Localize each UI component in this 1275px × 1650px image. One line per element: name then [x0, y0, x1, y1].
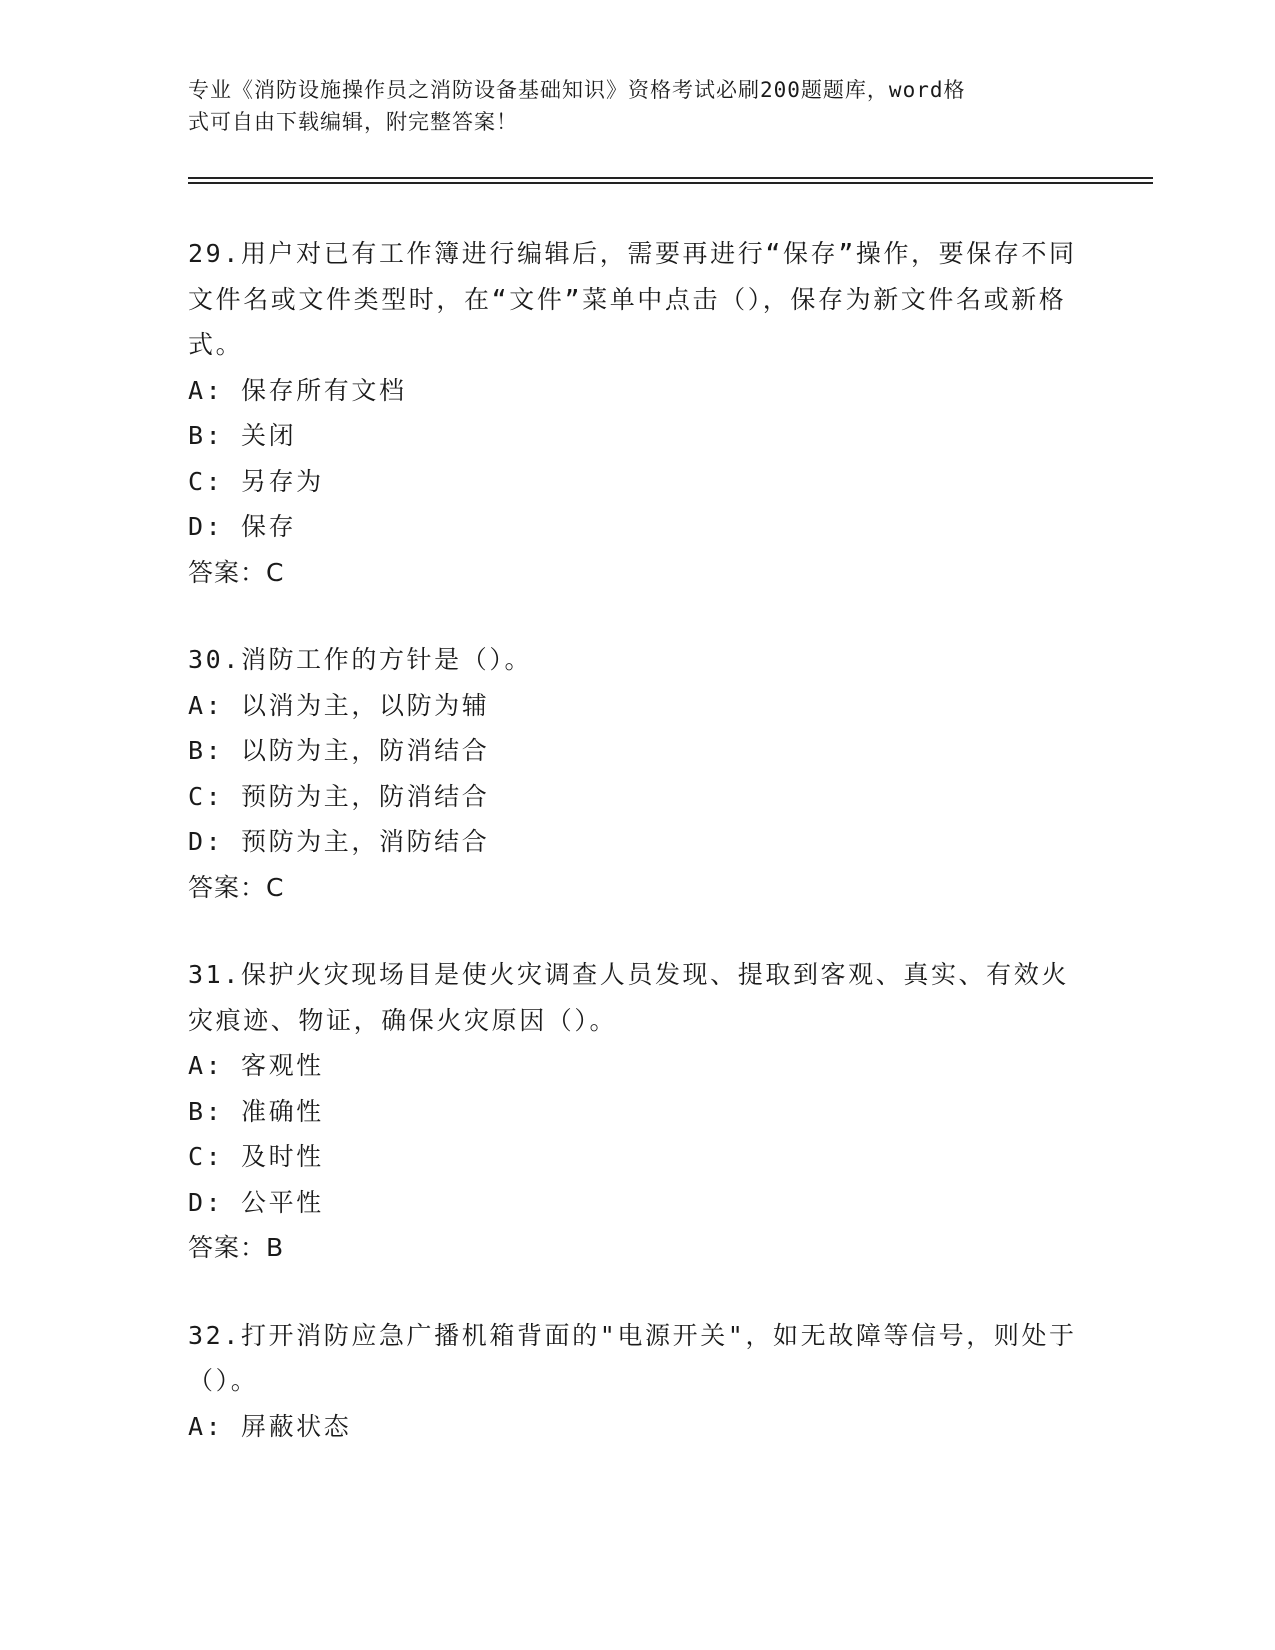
option-text: 以防为主，防消结合 [240, 736, 490, 765]
option-text: 保存所有文档 [240, 375, 407, 405]
option-letter: B: [188, 736, 224, 765]
option-letter: A: [188, 690, 224, 720]
option-text: 及时性 [240, 1142, 324, 1171]
option-b [188, 1089, 1088, 1135]
answer-value: B [266, 1233, 285, 1262]
option-text: 准确性 [240, 1096, 324, 1126]
question-29 [188, 231, 1088, 595]
option-text: 客观性 [240, 1051, 324, 1080]
answer-label: 答案： [188, 557, 267, 587]
question-30 [188, 637, 1088, 910]
option-text: 公平性 [240, 1187, 324, 1217]
option-text: 以消为主，以防为辅 [240, 690, 490, 720]
question-text: 31.保护火灾现场目是使火灾调查人员发现、提取到客观、真实、有效火灾痕迹、物证，确保火灾原因（）。 [188, 960, 1069, 1035]
question-text: 32.打开消防应急广播机箱背面的"电源开关"，如无故障等信号，则处于（）。 [188, 1320, 1077, 1395]
option-letter: D: [188, 827, 224, 856]
option-d [188, 1180, 1088, 1226]
answer-line [188, 1225, 1088, 1271]
option-letter: A: [188, 1411, 224, 1441]
option-a [188, 368, 1088, 414]
option-text: 关闭 [240, 421, 297, 450]
answer-value: C [266, 872, 285, 902]
option-a [188, 1043, 1088, 1089]
option-b [188, 728, 1088, 774]
option-a [188, 1404, 1088, 1450]
option-letter: C: [188, 466, 224, 496]
answer-line [188, 550, 1088, 596]
header-divider-bottom [188, 182, 1153, 184]
answer-label: 答案： [188, 872, 267, 902]
option-text: 预防为主，消防结合 [240, 827, 490, 856]
option-c [188, 774, 1088, 820]
option-letter: B: [188, 421, 224, 450]
option-text: 预防为主，防消结合 [240, 781, 490, 811]
answer-label: 答案： [188, 1233, 267, 1262]
option-letter: D: [188, 1187, 224, 1217]
option-letter: A: [188, 375, 224, 405]
answer-value: C [266, 557, 285, 587]
option-text: 另存为 [240, 466, 324, 496]
header-line-1: 专业《消防设施操作员之消防设备基础知识》资格考试必刷200题题库，word格 [188, 78, 966, 102]
document-header [188, 74, 1068, 138]
option-b [188, 413, 1088, 459]
option-d [188, 504, 1088, 550]
header-divider-top [188, 177, 1153, 179]
option-letter: C: [188, 781, 224, 811]
question-text: 29.用户对已有工作簿进行编辑后，需要再进行“保存”操作，要保存不同文件名或文件类型时，在“文件”菜单中点击（），保存为新文件名或新格式。 [188, 239, 1077, 359]
option-letter: B: [188, 1096, 224, 1126]
option-c [188, 459, 1088, 505]
answer-line [188, 865, 1088, 911]
question-list [188, 231, 1088, 1491]
option-text: 屏蔽状态 [240, 1411, 352, 1441]
option-letter: D: [188, 512, 224, 541]
option-letter: C: [188, 1142, 224, 1171]
question-text: 30.消防工作的方针是（）。 [188, 645, 533, 674]
question-31 [188, 952, 1088, 1271]
option-letter: A: [188, 1051, 224, 1080]
option-text: 保存 [240, 512, 297, 541]
option-d [188, 819, 1088, 865]
question-32 [188, 1313, 1088, 1450]
option-a [188, 683, 1088, 729]
header-line-2: 式可自由下载编辑，附完整答案！ [188, 110, 518, 134]
option-c [188, 1134, 1088, 1180]
